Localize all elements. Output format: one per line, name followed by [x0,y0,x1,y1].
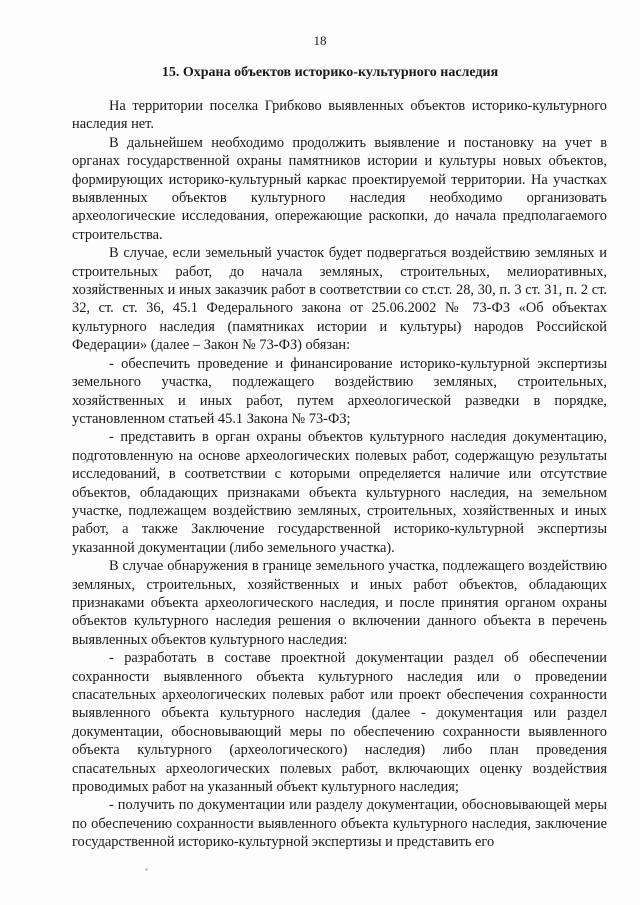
paragraph-identification: В дальнейшем необходимо продолжить выявление и постановку на учет в органах государственной охраны памятников истории и культуры новых объектов, формирующих историко-культурный каркас проектируемой территории. На участках выявленных объектов культурного наследия необходимо организовать археологические исследования, опережающие раскопки, до начала предполагаемого строительства. [72,134,607,243]
page-number: 18 [313,33,327,48]
paragraph-bullet-documentation: - представить в орган охраны объектов культурного наследия документацию, подготовленную на основе археологических полевых работ, содержащую результаты исследований, в соответствии с которыми определяется наличие или отсутствие объектов, обладающих признаками объекта культурного наследия, на земельном участке, подлежащем воздействию земляных, строительных, хозяйственных и иных работ, а также Заключение государственной историко-культурной экспертизы указанной документации (либо земельного участка). [72,429,607,556]
section-title: 15. Охрана объектов историко-культурного наследия [161,65,499,80]
paragraph-obligations: В случае, если земельный участок будет подвергаться воздействию земляных и строительных работ, до начала земляных, строительных, мелиоративных, хозяйственных и иных заказчик работ в соответствии со ст.ст. 28, 30, п. 3 ст. 31, п. 2 ст. 32, ст. ст. 36, 45.1 Федерального закона от 25.06.2002 № 73-ФЗ «Об объектах культурного наследия (памятниках истории и культуры) народов Российской Федерации» (далее – Закон № 73-ФЗ) обязан: [72,245,607,354]
paragraph-intro: На территории поселка Грибково выявленных объектов историко-культурного наследия нет. [72,98,607,133]
paragraph-bullet-conclusion: - получить по документации или разделу документации, обосновывающей меры по обеспечению сохранности выявленного объекта культурного наследия, заключение государственной историко-культурной экспертизы и представить его [72,797,607,851]
paragraph-bullet-expertise: - обеспечить проведение и финансирование историко-культурной экспертизы земельного участка, подлежащего воздействию земляных, строительных, хозяйственных и иных работ, путем археологической разведки в порядке, установленном статьей 45.1 Закона № 73-ФЗ; [72,355,607,427]
paragraph-discovery: В случае обнаружения в границе земельного участка, подлежащего воздействию земляных, строительных, хозяйственных и иных работ объектов, обладающих признаками объекта археологического наследия, и после принятия органом охраны объектов культурного наследия решения о включении данного объекта в перечень выявленных объектов культурного наследия: [72,558,607,648]
scan-artifact-dot [145,868,148,871]
paragraph-bullet-project-section: - разработать в составе проектной документации раздел об обеспечении сохранности выявленного объекта культурного наследия или о проведении спасательных археологических полевых работ или проект обеспечения сохранности выявленного объекта культурного наследия (далее - документация или раздел документации, обосновывающий меры по обеспечению сохранности выявленного объекта культурного (археологического) наследия) либо план проведения спасательных археологических полевых работ, включающих оценку воздействия проводимых работ на указанный объект культурного наследия; [72,650,607,796]
document-body [72,97,607,852]
